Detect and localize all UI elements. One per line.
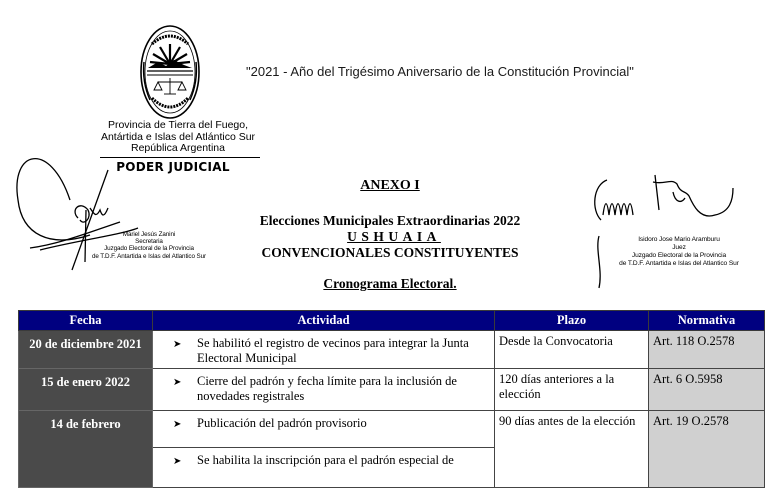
actividad-cell <box>153 369 495 411</box>
table-row <box>19 369 765 411</box>
actividad-cell <box>153 448 495 488</box>
actividad-text: Publicación del padrón provisorio <box>197 416 367 430</box>
signer-name: Isidoro Jose Mario Aramburu <box>638 236 720 243</box>
column-header-plazo: Plazo <box>495 311 649 331</box>
actividad-text: Cierre del padrón y fecha límite para la inclusión de novedades registrales <box>197 374 457 403</box>
column-header-actividad: Actividad <box>153 311 495 331</box>
document-motto: "2021 - Año del Trigésimo Aniversario de la Constitución Provincial" <box>246 64 634 79</box>
poder-judicial-crest-icon <box>138 22 202 122</box>
electoral-schedule-table <box>18 310 765 488</box>
signer-court: Juzgado Electoral de la Provincia <box>631 252 727 259</box>
signer-name: Mariel Jesús Zanini <box>122 231 176 238</box>
arrow-bullet-icon: ➤ <box>173 419 182 430</box>
annex-title: ANEXO I <box>360 178 420 193</box>
signer-court: Juzgado Electoral de la Provincia <box>104 245 194 253</box>
province-line-1: Provincia de Tierra del Fuego, <box>107 119 249 131</box>
institution-name: PODER JUDICIAL <box>116 160 230 174</box>
schedule-title: Cronograma Electoral. <box>323 276 457 291</box>
signature-left-block <box>74 231 224 260</box>
arrow-bullet-icon: ➤ <box>173 377 182 388</box>
normativa-cell: Art. 118 O.2578 <box>649 331 765 369</box>
signer-court: de T.D.F. Antartida e Islas del Atlantico Sur <box>91 252 207 260</box>
plazo-cell: 90 días antes de la elección <box>495 411 649 488</box>
signer-court: de T.D.F. Antartida e Islas del Atlantico Sur <box>619 260 739 267</box>
table-row <box>19 411 765 448</box>
actividad-text: Se habilitó el registro de vecinos para integrar la Junta Electoral Municipal <box>197 336 469 365</box>
normativa-cell: Art. 6 O.5958 <box>649 369 765 411</box>
city-title: USHUAIA <box>347 229 441 244</box>
arrow-bullet-icon: ➤ <box>173 456 182 467</box>
signature-right-block <box>604 236 754 268</box>
actividad-cell <box>153 331 495 369</box>
signer-role: Juez <box>672 244 686 251</box>
election-title: Elecciones Municipales Extraordinarias 2022 <box>259 213 521 228</box>
actividad-text: Se habilita la inscripción para el padrón especial de <box>197 453 454 467</box>
table-header-row <box>19 311 765 331</box>
actividad-cell <box>153 411 495 448</box>
plazo-cell: 120 días anteriores a la elección <box>495 369 649 411</box>
column-header-normativa: Normativa <box>649 311 765 331</box>
province-line-2: Antártida e Islas del Atlántico Sur <box>100 130 256 143</box>
province-line-3: República Argentina <box>131 142 225 154</box>
arrow-bullet-icon: ➤ <box>173 339 182 350</box>
category-title: CONVENCIONALES CONSTITUYENTES <box>261 245 519 260</box>
signature-right-icon <box>585 170 765 290</box>
plazo-cell: Desde la Convocatoria <box>495 331 649 369</box>
signer-role: Secretaria <box>135 238 163 246</box>
normativa-cell: Art. 19 O.2578 <box>649 411 765 488</box>
fecha-cell: 14 de febrero <box>19 411 153 488</box>
fecha-cell: 20 de diciembre 2021 <box>19 331 153 369</box>
fecha-cell: 15 de enero 2022 <box>19 369 153 411</box>
table-row <box>19 331 765 369</box>
column-header-fecha: Fecha <box>19 311 153 331</box>
